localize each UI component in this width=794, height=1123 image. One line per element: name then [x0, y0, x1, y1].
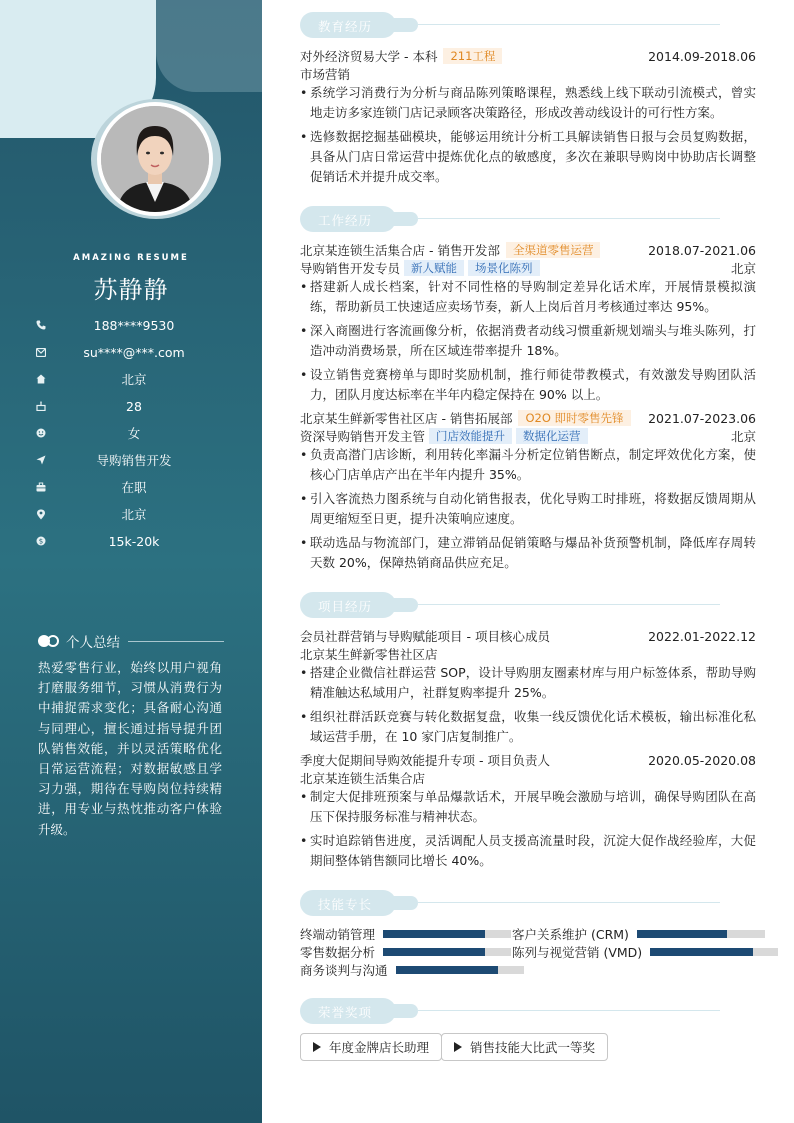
school-name: 对外经济贸易大学 - 本科 [300, 49, 438, 64]
skill-name: 商务谈判与沟通 [300, 963, 388, 978]
job-period: 2018.07-2021.06 [648, 242, 756, 258]
project-bullet: • 实时追踪销售进度，灵活调配人员支援高流量时段，沉淀大促作战经验库，大促期间整体销售额同比增长 40%。 [300, 831, 756, 871]
skill-bar [383, 930, 511, 938]
job-role: 资深导购销售开发主管 [300, 429, 426, 444]
role-tag: 场景化陈列 [468, 260, 540, 276]
company-tag: O2O 即时零售先锋 [518, 410, 630, 426]
skill-bar-fill [396, 966, 498, 974]
job-role: 导购销售开发专员 [300, 261, 401, 276]
info-value: 导购销售开发 [96, 453, 172, 468]
education-bullet: • 系统学习消费行为分析与商品陈列策略课程，熟悉线上线下联动引流模式，曾实地走访多家连锁门店记录顾客决策路径，形成改善动线设计的可行性方案。 [300, 83, 756, 123]
job-role-row [300, 259, 756, 277]
project-bullet: • 组织社群活跃竞赛与转化数据复盘，收集一线反馈优化话术模板，输出标准化私域运营手册，在 10 家门店复制推广。 [300, 707, 756, 747]
info-value: 在职 [121, 480, 147, 495]
project-period: 2022.01-2022.12 [648, 628, 756, 644]
project-header [300, 627, 756, 645]
info-age [36, 397, 236, 415]
section-title: 项目经历 [318, 599, 373, 614]
summary-text: 热爱零售行业，始终以用户视角打磨服务细节，习惯从消费行为中捕捉需求变化；具备耐心沟通与同理心，擅长通过指导提升团队销售效能，并以灵活策略优化日常运营流程；对数据敏感且学习力强，期待在导购岗位持续精进，用专业与热忱推动客户体验升级。 [38, 660, 222, 837]
skill-bar-fill [383, 930, 485, 938]
resume-tagline: AMAZING RESUME [73, 253, 189, 263]
education-row [300, 47, 756, 65]
project-name: 季度大促期间导购效能提升专项 - 项目负责人 [300, 753, 550, 768]
role-tag: 新人赋能 [404, 260, 464, 276]
job-bullet: • 联动选品与物流部门，建立滞销品促销策略与爆品补货预警机制，降低库存周转天数 20%，保障热销商品供应充足。 [300, 533, 756, 573]
summary-divider [128, 641, 224, 642]
job-bullet: • 搭建新人成长档案，针对不同性格的导购制定差异化话术库，开展情景模拟演练，帮助新员工快速适应卖场节奏，新人上岗后首月考核通过率达 95%。 [300, 277, 756, 317]
job-header [300, 241, 756, 259]
job-bullet: • 深入商圈进行客流画像分析，依据消费者动线习惯重新规划端头与堆头陈列，打造冲动消费场景，所在区域连带率提升 18%。 [300, 321, 756, 361]
info-value: 15k-20k [108, 533, 160, 549]
section-header-projects [300, 592, 756, 618]
skill-item [300, 925, 511, 943]
skill-bar [650, 948, 778, 956]
major-row [300, 65, 756, 83]
company-name: 北京某连锁生活集合店 - 销售开发部 [300, 243, 500, 258]
section-title: 工作经历 [318, 213, 373, 228]
project-bullet: • 搭建企业微信社群运营 SOP，设计导购朋友圈素材库与用户标签体系，帮助导购精准触达私域用户，社群复购率提升 25%。 [300, 663, 756, 703]
award-badge [441, 1033, 608, 1061]
info-salary [36, 532, 236, 550]
section-title: 技能专长 [318, 897, 373, 912]
education-bullet: • 选修数据挖掘基础模块，能够运用统计分析工具解读销售日报与会员复购数据，具备从门店日常运营中提炼优化点的敏感度，多次在兼职导购岗中协助店长调整促销话术并提升成交率。 [300, 127, 756, 188]
info-value: 女 [127, 426, 141, 441]
skill-item [300, 943, 511, 961]
svg-text:$: $ [38, 537, 44, 546]
summary-header [38, 631, 224, 651]
skill-item [300, 961, 524, 979]
info-value: 28 [126, 398, 142, 414]
role-tag: 数据化运营 [516, 428, 588, 444]
section-title: 荣誉奖项 [318, 1005, 373, 1020]
info-email [36, 343, 236, 361]
section-header-work [300, 206, 756, 232]
info-gender [36, 424, 236, 442]
skill-name: 客户关系维护 (CRM) [512, 927, 629, 942]
info-value: 北京 [121, 372, 147, 387]
education-period: 2014.09-2018.06 [648, 48, 756, 64]
award-badge [300, 1033, 442, 1061]
skill-bar-fill [383, 948, 485, 956]
job-bullet: • 引入客流热力图系统与自动化销售报表，优化导购工时排班，将数据反馈周期从周更缩短至日更，提升决策响应速度。 [300, 489, 756, 529]
info-value: 188****9530 [93, 317, 175, 333]
info-value: 北京 [121, 507, 147, 522]
project-period: 2020.05-2020.08 [648, 752, 756, 768]
job-bullet: • 设立销售竞赛榜单与即时奖励机制，推行师徒带教模式，有效激发导购团队活力，团队月度达标率在半年内稳定保持在 90% 以上。 [300, 365, 756, 405]
job-period: 2021.07-2023.06 [648, 410, 756, 426]
major-name: 市场营销 [300, 67, 351, 82]
award-label: 销售技能大比武一等奖 [470, 1040, 596, 1055]
summary-dots-icon [38, 635, 60, 647]
play-triangle-icon [454, 1042, 462, 1052]
company-tag: 全渠道零售运营 [506, 242, 601, 258]
skill-bar-fill [650, 948, 752, 956]
skill-name: 零售数据分析 [300, 945, 376, 960]
info-value: su****@***.com [83, 344, 185, 360]
company-name: 北京某生鲜新零售社区店 - 销售拓展部 [300, 411, 513, 426]
skill-name: 陈列与视觉营销 (VMD) [512, 945, 643, 960]
section-title: 教育经历 [318, 19, 373, 34]
skill-item [512, 925, 765, 943]
skill-item [512, 943, 778, 961]
job-city: 北京 [730, 261, 756, 276]
section-header-awards [300, 998, 756, 1024]
summary-title: 个人总结 [66, 635, 120, 651]
info-phone [36, 316, 236, 334]
role-tag: 门店效能提升 [429, 428, 512, 444]
project-name: 会员社群营销与导购赋能项目 - 项目核心成员 [300, 629, 550, 644]
award-label: 年度金牌店长助理 [329, 1040, 430, 1055]
skill-bar [383, 948, 511, 956]
section-header-education [300, 12, 756, 38]
school-tag: 211工程 [443, 48, 502, 64]
sidebar [0, 0, 262, 1123]
skill-bar [396, 966, 524, 974]
project-bullet: • 制定大促排班预案与单品爆款话术，开展早晚会激励与培训，确保导购团队在高压下保持服务标准与精神状态。 [300, 787, 756, 827]
job-bullet: • 负责高潜门店诊断，利用转化率漏斗分析定位销售断点，制定坪效优化方案，使核心门店单店产出在半年内提升 35%。 [300, 445, 756, 485]
project-org: 北京某生鲜新零售社区店 [300, 647, 438, 662]
skill-bar-fill [637, 930, 727, 938]
section-header-skills [300, 890, 756, 916]
project-org-row [300, 645, 756, 663]
info-location [36, 505, 236, 523]
project-org-row [300, 769, 756, 787]
job-header [300, 409, 756, 427]
info-target-role [36, 451, 236, 469]
project-org: 北京某连锁生活集合店 [300, 771, 426, 786]
job-city: 北京 [730, 429, 756, 444]
info-home [36, 370, 236, 388]
decor-shape [156, 0, 262, 92]
info-status [36, 478, 236, 496]
candidate-name: 苏静静 [93, 276, 169, 304]
portrait-image [101, 106, 209, 212]
project-header [300, 751, 756, 769]
avatar [97, 102, 213, 216]
skill-name: 终端动销管理 [300, 927, 376, 942]
job-role-row [300, 427, 756, 445]
skill-bar [637, 930, 765, 938]
play-triangle-icon [313, 1042, 321, 1052]
